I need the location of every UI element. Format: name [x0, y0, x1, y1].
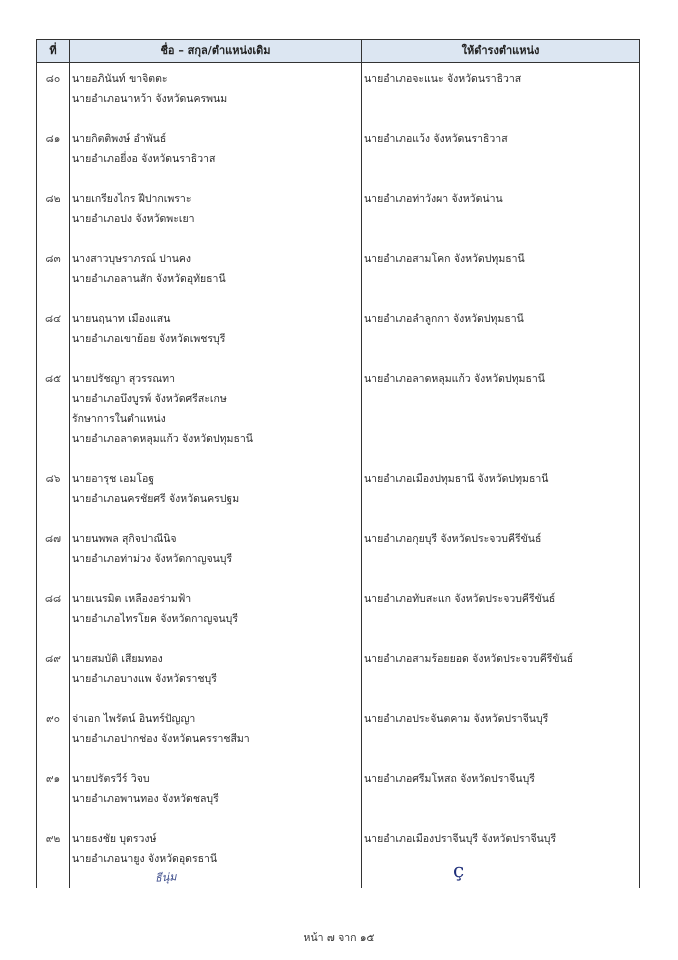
person-name: นายธงชัย บุตรวงษ์: [72, 833, 157, 845]
header-new-position: ให้ดำรงตำแหน่ง: [461, 44, 540, 57]
old-position-line: นายอำเภอท่าม่วง จังหวัดกาญจนบุรี: [72, 553, 233, 565]
row-number: ๘๖: [45, 473, 61, 485]
row-number: ๙๑: [45, 773, 61, 785]
signature-initials-left: ธีนุ่ม: [154, 870, 177, 885]
row-number: ๘๒: [45, 193, 61, 205]
old-position-line: นายอำเภอปง จังหวัดพะเยา: [72, 213, 195, 225]
new-position-cell: นายอำเภอสามโคก จังหวัดปทุมธานี: [364, 253, 525, 265]
new-position-cell: นายอำเภอศรีมโหสถ จังหวัดปราจีนบุรี: [364, 773, 535, 785]
row-number: ๘๔: [44, 313, 62, 325]
old-position-cell: [72, 249, 357, 289]
old-position-line: นายอำเภอบางแพ จังหวัดราชบุรี: [72, 673, 217, 685]
header-number: ที่: [49, 44, 57, 57]
row-number: ๘๕: [44, 373, 62, 385]
new-position-cell: นายอำเภอสามร้อยยอด จังหวัดประจวบคีรีขันธ์: [364, 653, 574, 665]
column-divider: [361, 40, 362, 888]
row-number: ๘๐: [45, 73, 61, 85]
new-position-cell: นายอำเภอเมืองปราจีนบุรี จังหวัดปราจีนบุรี: [364, 833, 557, 845]
new-position-cell: นายอำเภอท่าวังผา จังหวัดน่าน: [364, 193, 503, 205]
new-position-cell: นายอำเภอเมืองปทุมธานี จังหวัดปทุมธานี: [364, 473, 549, 485]
new-position-cell: นายอำเภอประจันตคาม จังหวัดปราจีนบุรี: [364, 713, 549, 725]
old-position-line: นายอำเภอปากช่อง จังหวัดนครราชสีมา: [72, 733, 250, 745]
old-position-line: รักษาการในตำแหน่ง: [72, 413, 166, 425]
old-position-line: นายอำเภอพานทอง จังหวัดชลบุรี: [72, 793, 219, 805]
new-position-cell: นายอำเภอกุยบุรี จังหวัดประจวบคีรีขันธ์: [364, 533, 542, 545]
table-header: [37, 40, 639, 63]
old-position-line: นายอำเภอนาหว้า จังหวัดนครพนม: [72, 93, 228, 105]
person-name: นายนฤนาท เมืองแสน: [72, 313, 171, 325]
old-position-line: นายอำเภอบึงบูรพ์ จังหวัดศรีสะเกษ: [72, 393, 227, 405]
new-position-cell: นายอำเภอลาดหลุมแก้ว จังหวัดปทุมธานี: [364, 373, 545, 385]
row-number: ๙๒: [45, 833, 61, 845]
old-position-cell: [72, 589, 357, 629]
old-position-line: นายอำเภอลานสัก จังหวัดอุทัยธานี: [72, 273, 226, 285]
person-name: นายนพพล สุกิจปาณีนิจ: [72, 533, 177, 545]
appointment-table: [36, 39, 640, 888]
old-position-line: นายอำเภอเขาย้อย จังหวัดเพชรบุรี: [72, 333, 226, 345]
old-position-cell: [72, 649, 357, 689]
person-name: นายปรัตรวีร์ วิจบ: [72, 773, 150, 785]
old-position-cell: [72, 529, 357, 569]
old-position-line: นายอำเภอนายูง จังหวัดอุดรธานี: [72, 853, 218, 865]
new-position-cell: นายอำเภอแว้ง จังหวัดนราธิวาส: [364, 133, 508, 145]
old-position-line: นายอำเภอไทรโยค จังหวัดกาญจนบุรี: [72, 613, 238, 625]
person-name: นายกิตติพงษ์ อำพันธ์: [72, 133, 167, 145]
old-position-cell: [72, 829, 357, 869]
old-position-line: นายอำเภอยี่งอ จังหวัดนราธิวาส: [72, 153, 216, 165]
old-position-cell: [72, 469, 357, 509]
person-name: นายอารุช เอมโอฐ: [72, 473, 155, 485]
row-number: ๘๗: [45, 533, 61, 545]
header-old-position: ชื่อ – สกุล/ตำแหน่งเดิม: [160, 44, 271, 57]
signature-initials-right: ç: [453, 858, 465, 882]
old-position-cell: [72, 69, 357, 109]
old-position-cell: [72, 369, 357, 449]
row-number: ๘๙: [45, 653, 61, 665]
old-position-line: นายอำเภอนครชัยศรี จังหวัดนครปฐม: [72, 493, 240, 505]
old-position-cell: [72, 709, 357, 749]
old-position-cell: [72, 309, 357, 349]
old-position-line: นายอำเภอลาดหลุมแก้ว จังหวัดปทุมธานี: [72, 433, 253, 445]
person-name: นายสมบัติ เสียมทอง: [72, 653, 163, 665]
old-position-cell: [72, 189, 357, 229]
new-position-cell: นายอำเภอจะแนะ จังหวัดนราธิวาส: [364, 73, 522, 85]
person-name: นายเนรมิต เหลืองอร่ามฟ้า: [72, 593, 192, 605]
row-number: ๘๑: [45, 133, 61, 145]
old-position-cell: [72, 129, 357, 169]
person-name: นายปรัชญา สุวรรณทา: [72, 373, 175, 385]
row-number: ๘๘: [44, 593, 62, 605]
row-number: ๘๓: [45, 253, 61, 265]
person-name: นายอภินันท์ ขาจิตตะ: [72, 73, 168, 85]
new-position-cell: นายอำเภอลำลูกกา จังหวัดปทุมธานี: [364, 313, 524, 325]
page-number: หน้า ๗ จาก ๑๕: [303, 932, 375, 944]
row-number: ๙๐: [45, 713, 61, 725]
person-name: จ่าเอก ไพรัตน์ อินทร์ปัญญา: [72, 713, 196, 725]
column-divider: [69, 40, 70, 888]
person-name: นางสาวบุษราภรณ์ ปานคง: [72, 253, 192, 265]
new-position-cell: นายอำเภอทับสะแก จังหวัดประจวบคีรีขันธ์: [364, 593, 556, 605]
old-position-cell: [72, 769, 357, 809]
person-name: นายเกรียงไกร ฝีปากเพราะ: [72, 193, 192, 205]
